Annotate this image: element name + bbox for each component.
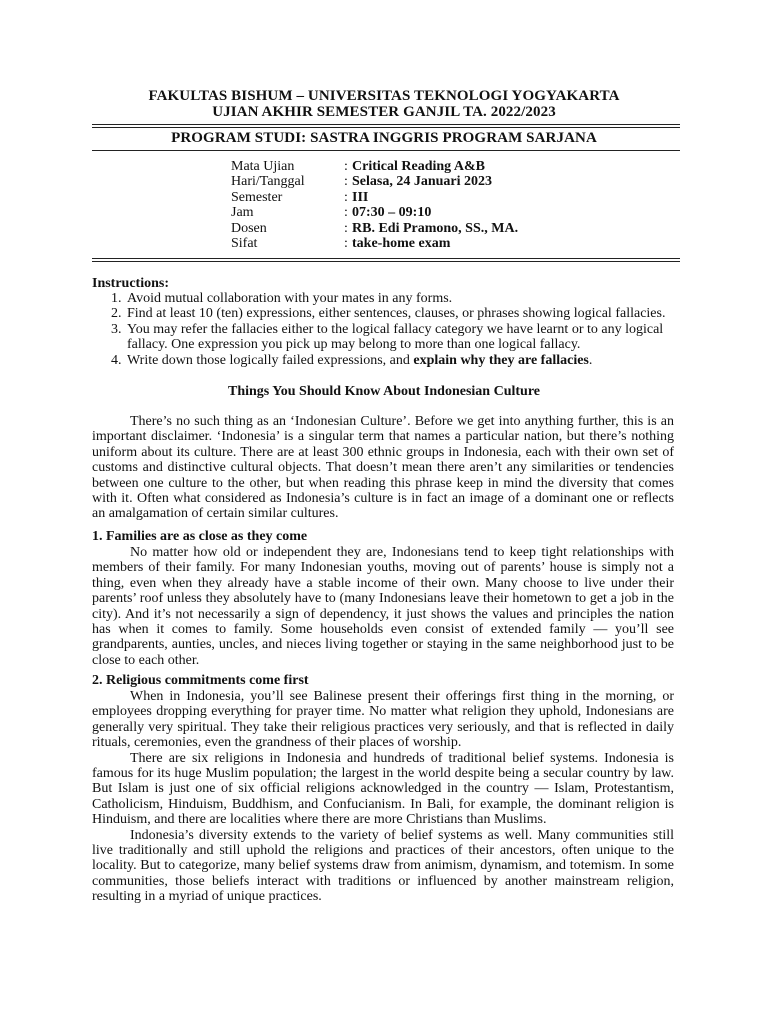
exam-info-row (231, 174, 518, 189)
exam-info-value: Critical Reading A&B (352, 159, 485, 174)
header-divider-bottom-1 (92, 258, 680, 259)
religion-paragraph: Indonesia’s diversity extends to the variety of belief systems as well. Many communities still live traditionally and still uphold the religions and practices of their ancestors, often unique to the locality. But to categorize, many belief systems draw from animism, dynamism, and totemism. In some communities, those beliefs interact with traditions or influenced by another mainstream religion, resulting in a myriad of unique practices. (92, 827, 674, 905)
article-title: Things You Should Know About Indonesian Culture (227, 384, 541, 399)
exam-heading: UJIAN AKHIR SEMESTER GANJIL TA. 2022/2023 (212, 104, 556, 120)
colon: : (344, 220, 348, 236)
faculty-heading: FAKULTAS BISHUM – UNIVERSITAS TEKNOLOGI YOGYAKARTA (148, 88, 620, 104)
exam-info-label: Mata Ujian (231, 159, 295, 174)
exam-info-row (231, 205, 518, 220)
families-paragraph: No matter how old or independent they are, Indonesians tend to keep tight relationships with members of their family. For many Indonesian youths, moving out of parents’ house is simply not a thing, even when they already have a stable income of their own. Many choose to live under their parents’ roof unless they absolutely have to (many Indonesians leave their hometown to get a job in the city). And it’s not necessarily a sign of dependency, it just shows the values and principles the nation has when it comes to family. Some households even consist of extended family — you’ll see grandparents, aunties, uncles, and nieces living together or staying in the same neighborhood just to be close to each other. (92, 545, 674, 668)
exam-info-value: RB. Edi Pramono, SS., MA. (352, 220, 519, 236)
instruction-number: 1. (111, 291, 122, 306)
instruction-number: 4. (111, 352, 122, 368)
instruction-item (111, 353, 679, 368)
instruction-text: Find at least 10 (ten) expressions, either sentences, clauses, or phrases showing logical fallacies. (127, 306, 666, 322)
instruction-text: You may refer the fallacies either to the logical fallacy category we have learnt or to any logical fallacy. One expression you pick up may belong to more than one logical fallacy. (127, 321, 664, 353)
instructions-title: Instructions: (92, 276, 170, 291)
exam-info-label: Sifat (231, 235, 258, 251)
instruction-item (111, 306, 679, 321)
colon: : (344, 189, 348, 205)
colon: : (344, 205, 348, 221)
instruction-text: Write down those logically failed expressions, and (127, 352, 414, 368)
exam-info-row (231, 190, 518, 205)
exam-info-value: 07:30 – 09:10 (352, 205, 432, 221)
exam-info-label: Semester (231, 189, 283, 205)
program-heading: PROGRAM STUDI: SASTRA INGGRIS PROGRAM SARJANA (171, 130, 597, 146)
exam-info-label: Hari/Tanggal (231, 174, 305, 190)
header-divider-top-2 (92, 127, 680, 128)
section-heading-religion: 2. Religious commitments come first (92, 673, 309, 688)
article-intro (92, 414, 674, 522)
header-divider-top-1 (92, 124, 680, 125)
instruction-item (111, 291, 679, 306)
header-divider-mid (92, 150, 680, 151)
exam-info-label: Dosen (231, 220, 267, 236)
instruction-text: Avoid mutual collaboration with your mates in any forms. (127, 291, 453, 306)
intro-paragraph: There’s no such thing as an ‘Indonesian Culture’. Before we get into anything further, this is an important disclaimer. ‘Indonesia’ is a singular term that names a particular nation, but there’s nothing uniform about its culture. There are at least 300 ethnic groups in Indonesia, each with their own set of customs and distinctive cultural objects. That doesn’t mean there aren’t any similarities or tendencies between one culture to the other, but when reading this phrase keep in mind the diversity that comes with it. Often what considered as Indonesia’s culture is in fact an image of a dominant one or reflects an amalgamation of certain similar cultures. (92, 414, 674, 522)
section-body-religion (92, 689, 674, 905)
instruction-emphasis: explain why they are fallacies (413, 352, 589, 368)
section-heading-families: 1. Families are as close as they come (92, 529, 308, 544)
exam-info-value: III (352, 189, 369, 205)
instructions-list (111, 291, 679, 368)
exam-info-row (231, 221, 518, 236)
religion-paragraph: There are six religions in Indonesia and hundreds of traditional belief systems. Indonesia is famous for its huge Muslim population; the largest in the world despite being a secular country by law. But Islam is just one of six official religions acknowledged in the country — Islam, Protestantism, Catholicism, Hinduism, Buddhism, and Confucianism. In Bali, for example, the dominant religion is Hinduism, and there are localities where there are more Christians than Muslims. (92, 750, 674, 828)
instruction-tail: . (588, 352, 593, 368)
exam-info-row (231, 236, 518, 251)
exam-info-label: Jam (231, 205, 254, 221)
section-body-families (92, 545, 674, 668)
exam-info-table (231, 159, 518, 251)
exam-info-value: take-home exam (352, 235, 451, 251)
header-divider-bottom-2 (92, 261, 680, 262)
exam-info-value: Selasa, 24 Januari 2023 (352, 174, 493, 190)
colon: : (344, 235, 348, 251)
colon: : (344, 174, 348, 190)
instruction-number: 2. (111, 306, 122, 322)
instruction-item (111, 322, 679, 353)
exam-info-row (231, 159, 518, 174)
colon: : (344, 159, 348, 174)
religion-paragraph: When in Indonesia, you’ll see Balinese present their offerings first thing in the morning, or employees dropping everything for prayer time. No matter what religion they uphold, Indonesians are generally very spiritual. They take their religious practices very seriously, and that is reflected in daily rituals, ceremonies, even the grandness of their places of worship. (92, 689, 674, 751)
instruction-number: 3. (111, 321, 122, 337)
